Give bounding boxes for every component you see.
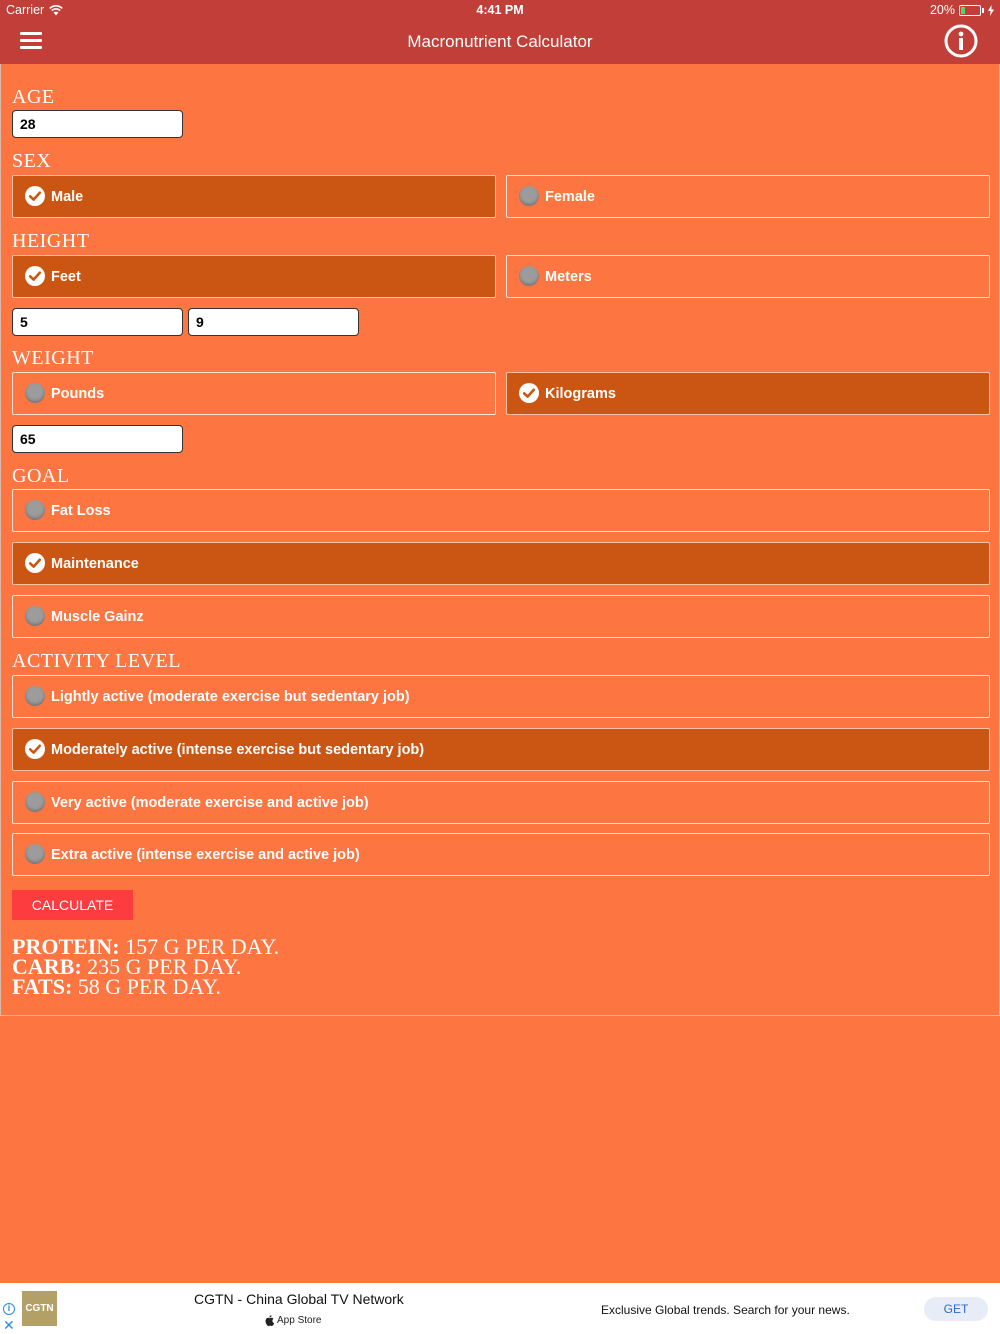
radio-unchecked-icon: [519, 266, 539, 286]
goal-option-maintenance[interactable]: [12, 542, 990, 585]
option-label: Maintenance: [51, 556, 139, 572]
page-title: Macronutrient Calculator: [407, 32, 593, 51]
protein-value: 157 G PER DAY.: [125, 934, 280, 959]
weight-option-pounds[interactable]: [12, 372, 496, 415]
activity-option-very-active[interactable]: [12, 781, 990, 824]
height-option-feet[interactable]: [12, 255, 496, 298]
option-label: Extra active (intense exercise and active job): [51, 847, 360, 863]
radio-unchecked-icon: [25, 686, 45, 706]
sex-heading: SEX: [12, 150, 52, 172]
status-bar: [0, 0, 1000, 22]
battery-percent: 20%: [929, 3, 955, 17]
fats-value: 58 G PER DAY.: [77, 974, 221, 999]
calculate-button[interactable]: CALCULATE: [12, 890, 133, 920]
ad-close-icon[interactable]: ✕: [3, 1317, 15, 1333]
battery-indicator: [930, 3, 994, 17]
fats-label: FATS:: [12, 974, 73, 999]
option-label: Kilograms: [545, 386, 616, 402]
nav-bar: [0, 22, 1000, 64]
battery-icon: [959, 5, 981, 16]
age-heading: AGE: [12, 86, 55, 108]
ad-banner[interactable]: [0, 1283, 1000, 1334]
radio-unchecked-icon: [25, 500, 45, 520]
carrier-name: Carrier: [6, 3, 45, 17]
carb-label: CARB:: [12, 954, 82, 979]
radio-unchecked-icon: [25, 606, 45, 626]
sex-option-male[interactable]: [12, 175, 496, 218]
battery-cap: [982, 8, 984, 13]
checkmark-icon: [25, 186, 45, 206]
ad-get-button[interactable]: GET: [924, 1297, 988, 1321]
activity-option-extra-active[interactable]: [12, 833, 990, 876]
option-label: Pounds: [51, 386, 105, 402]
ad-description[interactable]: Exclusive Global trends. Search for your news.: [601, 1303, 850, 1317]
carb-value: 235 G PER DAY.: [87, 954, 242, 979]
calculator-form: [0, 64, 1000, 1016]
checkmark-icon: [25, 266, 45, 286]
option-label: Lightly active (moderate exercise but sedentary job): [51, 689, 410, 705]
battery-level: [961, 7, 965, 14]
option-label: Feet: [51, 269, 81, 285]
fats-result: [12, 974, 279, 999]
ad-store-label: App Store: [277, 1315, 322, 1326]
goal-heading: GOAL: [12, 465, 70, 487]
activity-option-lightly-active[interactable]: [12, 675, 990, 718]
weight-input[interactable]: [12, 425, 183, 453]
checkmark-icon: [25, 739, 45, 759]
height-inches-input[interactable]: [188, 308, 359, 336]
ad-app-logo[interactable]: CGTN: [22, 1291, 57, 1326]
results-block: [12, 934, 280, 999]
height-option-meters[interactable]: [506, 255, 990, 298]
height-heading: HEIGHT: [12, 230, 90, 252]
activity-option-moderately-active[interactable]: [12, 728, 990, 771]
clock: 4:41 PM: [476, 3, 524, 17]
radio-unchecked-icon: [519, 186, 539, 206]
apple-logo-icon: [265, 1315, 274, 1326]
weight-option-kilograms[interactable]: [506, 372, 990, 415]
option-label: Female: [545, 189, 595, 205]
weight-heading: WEIGHT: [12, 347, 94, 369]
height-feet-input[interactable]: [12, 308, 183, 336]
goal-option-muscle-gainz[interactable]: [12, 595, 990, 638]
ad-store-badge: [265, 1315, 321, 1326]
option-label: Meters: [545, 269, 592, 285]
ad-title[interactable]: CGTN - China Global TV Network: [194, 1291, 404, 1307]
radio-unchecked-icon: [25, 844, 45, 864]
goal-option-fat-loss[interactable]: [12, 489, 990, 532]
sex-option-female[interactable]: [506, 175, 990, 218]
age-input[interactable]: [12, 110, 183, 138]
option-label: Fat Loss: [51, 503, 111, 519]
ad-info-icon[interactable]: i: [3, 1303, 15, 1315]
option-label: Muscle Gainz: [51, 609, 144, 625]
top-bar: [0, 0, 1000, 64]
charging-bolt-icon: [988, 5, 994, 16]
info-circle-icon[interactable]: [944, 24, 978, 58]
radio-unchecked-icon: [25, 383, 45, 403]
option-label: Very active (moderate exercise and active job): [51, 795, 369, 811]
checkmark-icon: [519, 383, 539, 403]
protein-label: PROTEIN:: [12, 934, 120, 959]
radio-unchecked-icon: [25, 792, 45, 812]
activity-heading: ACTIVITY LEVEL: [12, 650, 181, 672]
option-label: Male: [51, 189, 84, 205]
option-label: Moderately active (intense exercise but sedentary job): [51, 742, 425, 758]
checkmark-icon: [25, 553, 45, 573]
